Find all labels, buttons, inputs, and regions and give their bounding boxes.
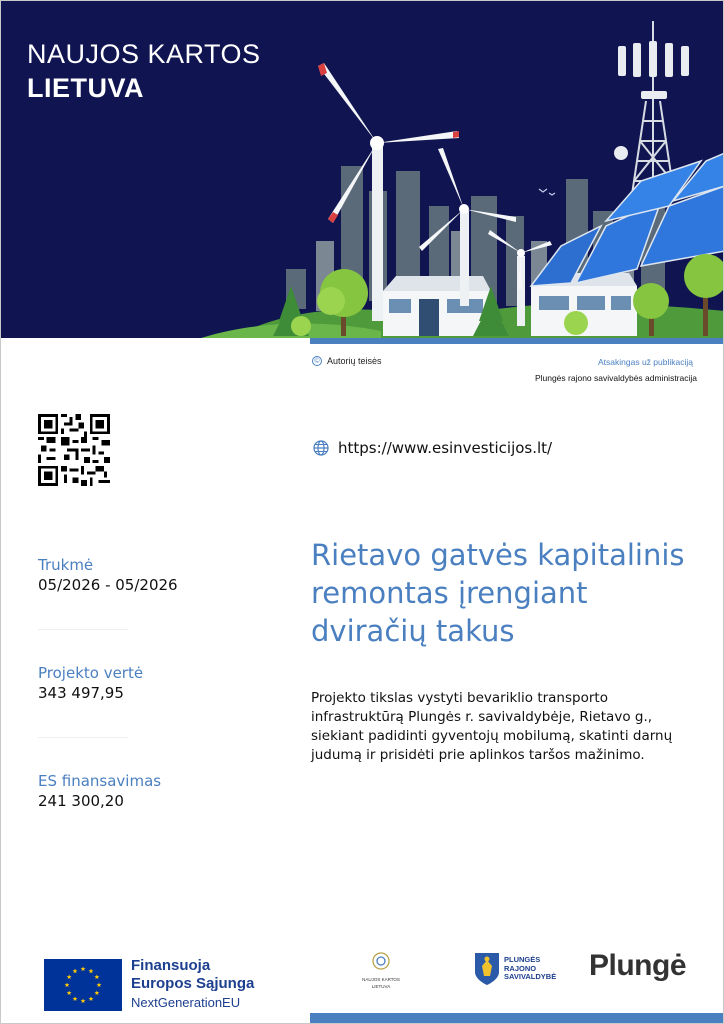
- fact-divider: [38, 737, 128, 738]
- nk-emblem-icon: [371, 951, 391, 971]
- nk-logo-line-1: NAUJOS KARTOS: [362, 977, 400, 982]
- accent-bar-top: [310, 338, 724, 344]
- naujos-kartos-logo: [361, 951, 401, 989]
- qr-code[interactable]: [38, 414, 110, 486]
- brand-line-2: LIETUVA: [27, 73, 144, 103]
- project-value-label: Projekto vertė: [38, 664, 144, 682]
- nk-logo-line-2: LIETUVA: [371, 984, 391, 989]
- eu-line-2: Europos Sąjunga: [131, 975, 255, 992]
- responsible-label: Atsakingas už publikaciją: [598, 357, 693, 367]
- copyright-icon: ©: [312, 356, 322, 366]
- pr-line-2: RAJONO: [504, 963, 537, 973]
- eu-flag-icon: [44, 959, 122, 1011]
- plunges-rajono-logo: [474, 952, 556, 986]
- project-value-amount: 343 497,95: [38, 684, 124, 702]
- plunge-city-logo: Plungė: [589, 949, 687, 982]
- duration-value: 05/2026 - 05/2026: [38, 576, 178, 594]
- website-url[interactable]: https://www.esinvesticijos.lt/: [338, 439, 553, 457]
- eu-line-3: NextGenerationEU: [131, 995, 241, 1010]
- project-description: Projekto tikslas vystyti bevariklio transporto infrastruktūrą Plungės r. savivaldybėje, Rietavo g., siekiant padidinti gyventojų mobilumą, skatinti darnų judumą ir prisidėti prie aplinkos taršos mažinimo.: [311, 690, 673, 763]
- globe-icon: [313, 440, 329, 456]
- fact-divider: [38, 629, 128, 630]
- responsible-org: Plungės rajono savivaldybės administracija: [534, 373, 697, 383]
- accent-bar-bottom: [310, 1013, 724, 1024]
- fact-project-value: [38, 664, 218, 702]
- copyright-note: [312, 356, 382, 366]
- eu-line-1: Finansuoja: [131, 957, 211, 974]
- project-title: Rietavo gatvės kapitalinis remontas įrengiant dviračių takus: [311, 538, 685, 648]
- hero-banner: [1, 1, 724, 338]
- coat-of-arms-icon: [474, 952, 500, 986]
- brand-line-1: NAUJOS KARTOS: [27, 39, 261, 69]
- eu-funding-label: ES finansavimas: [38, 772, 162, 790]
- pr-line-3: SAVIVALDYBĖ: [504, 972, 557, 982]
- fact-duration: [38, 556, 218, 594]
- eu-funding-amount: 241 300,20: [38, 792, 124, 810]
- brand-title: [27, 39, 261, 104]
- pr-line-1: PLUNGĖS: [504, 955, 541, 965]
- eu-funding-statement: [131, 957, 254, 1012]
- website-link[interactable]: [313, 439, 552, 457]
- fact-eu-funding: [38, 772, 218, 810]
- duration-label: Trukmė: [38, 556, 94, 574]
- copyright-label: Autorių teisės: [327, 356, 382, 366]
